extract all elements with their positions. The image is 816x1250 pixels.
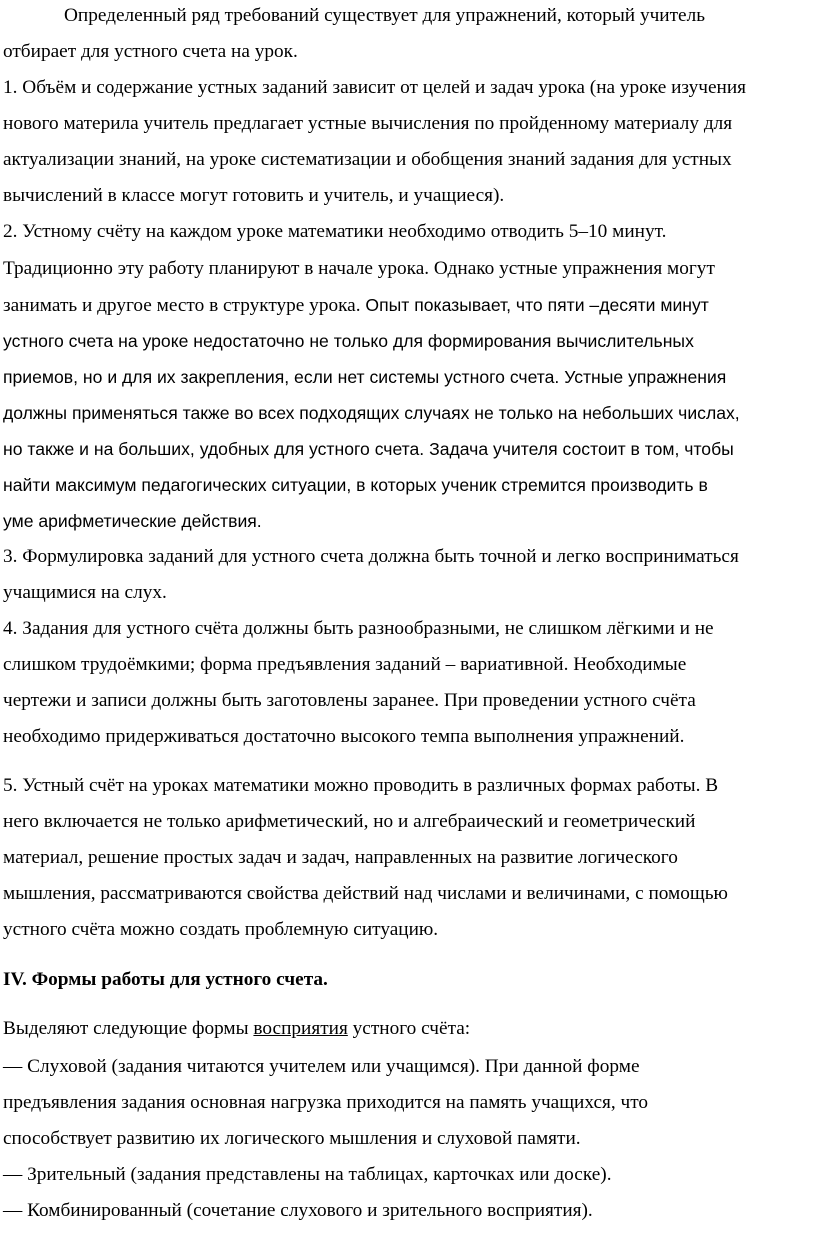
item-1-line-3: актуализации знаний, на уроке систематизации и обобщения знаний задания для устных [3,149,732,170]
item-4-line-3: чертежи и записи должны быть заготовлены заранее. При проведении устного счёта [3,690,696,711]
item-2-line-1: 2. Устному счёту на каждом уроке математики необходимо отводить 5–10 минут. [3,221,667,242]
item-2-sans-line-4: но также и на больших, удобных для устного счета. Задача учителя состоит в том, чтобы [3,439,734,459]
forms-intro-underlined: восприятия [253,1018,348,1039]
item-1-line-2: нового материла учитель предлагает устные вычисления по пройденному материалу для [3,113,733,134]
forms-intro-before: Выделяют следующие формы [3,1018,254,1039]
item-2-line-3-sans: Опыт показывает, что пяти –десяти минут [365,295,709,315]
item-5-line-4: мышления, рассматриваются свойства действий над числами и величинами, с помощью [3,883,728,904]
section-heading: IV. Формы работы для устного счета. [3,969,328,990]
item-4-line-4: необходимо придерживаться достаточно высокого темпа выполнения упражнений. [3,726,685,747]
form-auditory-line-3: способствует развитию их логического мышления и слуховой памяти. [3,1128,581,1149]
item-1-line-1: 1. Объём и содержание устных заданий зависит от целей и задач урока (на уроке изучения [3,77,747,98]
item-3-line-1: 3. Формулировка заданий для устного счета должна быть точной и легко восприниматься [3,546,739,567]
item-2-line-3-serif: занимать и другое место в структуре урока. [3,295,366,316]
item-2-sans-line-5: найти максимум педагогических ситуации, в которых ученик стремится производить в [3,475,708,495]
form-visual: — Зрительный (задания представлены на таблицах, карточках или доске). [3,1164,612,1185]
form-auditory-line-1: — Слуховой (задания читаются учителем или учащимся). При данной форме [3,1056,640,1077]
item-1-line-4: вычислений в классе могут готовить и учитель, и учащиеся). [3,185,505,206]
item-3-line-2: учащимися на слух. [3,582,167,603]
form-combined: — Комбинированный (сочетание слухового и зрительного восприятия). [3,1200,593,1221]
item-2-sans-line-6: уме арифметические действия. [3,511,262,531]
item-2-sans-line-3: должны применяться также во всех подходящих случаях не только на небольших числах, [3,403,740,423]
forms-intro-after: устного счёта: [347,1018,471,1039]
item-5-line-1: 5. Устный счёт на уроках математики можно проводить в различных формах работы. В [3,775,719,796]
intro-line-2: отбирает для устного счета на урок. [3,41,298,62]
form-auditory-line-2: предъявления задания основная нагрузка приходится на память учащихся, что [3,1092,649,1113]
item-2-line-2: Традиционно эту работу планируют в начале урока. Однако устные упражнения могут [3,258,715,279]
item-2-sans-line-1: устного счета на уроке недостаточно не только для формирования вычислительных [3,331,694,351]
item-4-line-2: слишком трудоёмкими; форма предъявления заданий – вариативной. Необходимые [3,654,687,675]
item-5-line-3: материал, решение простых задач и задач, направленных на развитие логического [3,847,678,868]
item-5-line-5: устного счёта можно создать проблемную ситуацию. [3,919,439,940]
forms-intro [3,1017,470,1041]
item-2-sans-line-2: приемов, но и для их закрепления, если нет системы устного счета. Устные упражнения [3,367,727,387]
intro-line-1: Определенный ряд требований существует для упражнений, который учитель [64,5,705,26]
item-2-line-3 [3,293,709,318]
item-5-line-2: него включается не только арифметический, но и алгебраический и геометрический [3,811,696,832]
item-4-line-1: 4. Задания для устного счёта должны быть разнообразными, не слишком лёгкими и не [3,618,714,639]
